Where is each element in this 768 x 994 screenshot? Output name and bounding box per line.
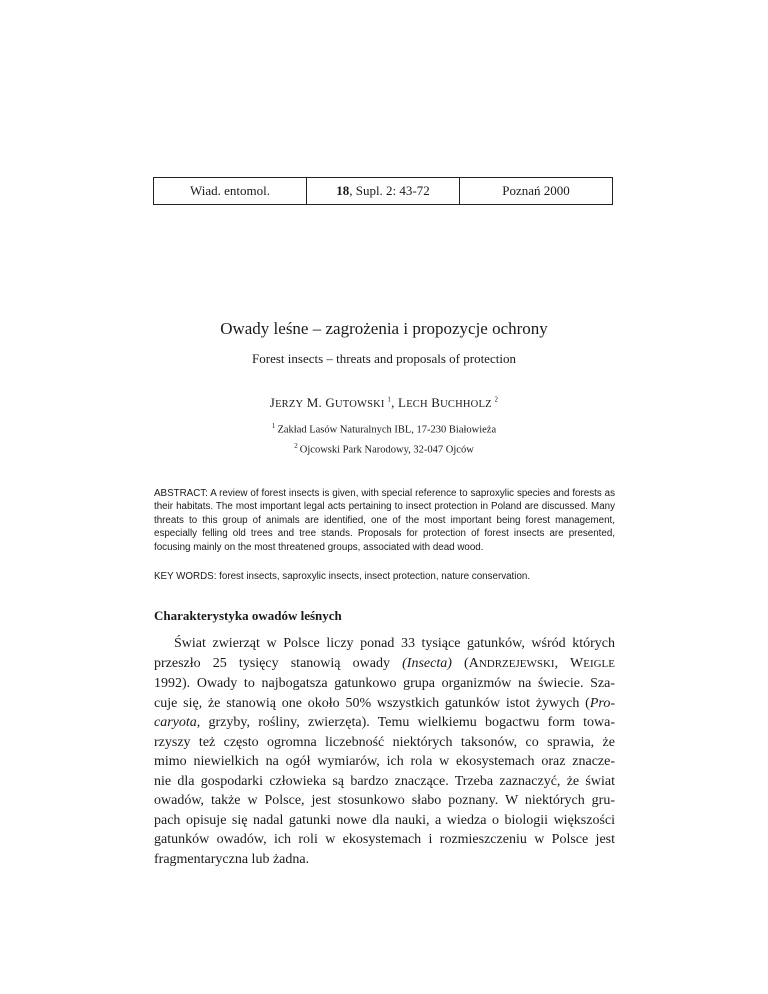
keywords: KEY WORDS: forest insects, saproxylic insects, insect protection, nature conservation. [154,571,531,582]
journal-name [154,178,306,204]
affiliation-1 [0,422,768,436]
body-line-text: gatunków owadów, ich roli w ekosystemach i rozmieszczeniu w Polsce jest [154,832,615,847]
citation-rest: EIGLE [583,657,615,670]
volume-number: 18 [336,183,350,198]
volume-pages: , Supl. 2: 43-72 [349,183,430,198]
journal-name-text: Wiad. entomol. [190,183,270,198]
body-line-text: Świat zwierząt w Polsce liczy ponad 33 tysiące gatunków, wśród których [174,636,615,651]
taxon-name: (Insecta) [402,655,452,671]
body-line-text: mimo niewielkich na ogół wymiarów, ich rola w ekosystemach oraz znacze- [154,754,615,769]
body-line [154,634,615,654]
body-line-text: rzyszy też często ogromna liczebność niektórych taksonów, co sprawia, że [154,734,615,750]
place-year-text: Poznań 2000 [502,183,570,198]
author-1-first-rest: ERZY [275,399,304,410]
citation-initial: W [570,655,584,671]
body-line-text: przeszło 25 tysięcy stanowią owady [154,655,403,671]
body-line-text: pach opisuje się nadal gatunki nowe dla nauki, a wiedza o biologii większości [154,812,615,828]
author-separator: , [391,395,399,410]
citation-rest: NDRZEJEWSKI [478,657,555,670]
body-line-text: 1992). Owady to najbogatsza gatunkowo grupa organizmów na świecie. Sza- [154,676,615,691]
author-2-first-rest: ECH [406,399,428,410]
body-line [154,772,615,792]
author-1-middle: M. [303,395,326,410]
section-body [154,634,615,869]
author-2-affiliation-mark: 2 [494,395,499,404]
body-line [154,850,615,870]
body-line [154,811,615,831]
body-line [154,654,615,675]
body-line-text: nie dla gospodarki człowieka są bardzo znaczące. Trzeba zaznaczyć, że świat [154,773,615,789]
affiliation-2-mark: 2 [294,442,298,450]
author-1-last-initial: G [325,395,335,410]
author-1-first-initial: J [269,395,276,410]
author-list [0,395,768,411]
citation-author-2 [570,656,615,671]
body-line [154,752,615,772]
taxon-name: Pro- [589,695,615,711]
article-subtitle: Forest insects – threats and proposals of protection [252,351,516,366]
article-title: Owady leśne – zagrożenia i propozycje ochrony [220,319,548,338]
journal-header-box [153,177,613,205]
body-line-text: cuje się, że stanowią one około 50% wszystkich gatunków istot żywych ( [154,695,590,711]
body-line-text: ( [451,655,469,671]
body-line [154,694,615,714]
body-line-text: fragmentaryczna lub żadna. [154,851,310,867]
citation-separator: , [554,655,571,671]
author-2-last-rest: UCHHOLZ [440,399,492,410]
body-line-text: , grzyby, rośliny, zwierzęta). Temu wielkiemu bogactwu form towa- [196,715,615,730]
taxon-name: caryota [154,715,197,730]
body-line [154,791,615,811]
author-2-last-initial: B [431,395,441,410]
body-line-text: owadów, także w Polsce, jest stosunkowo słabo poznany. W niektórych gru- [154,793,615,808]
citation-initial: A [468,655,479,671]
citation-author-1 [469,656,555,671]
affiliation-2-text: Ojcowski Park Narodowy, 32-047 Ojców [299,444,474,456]
journal-place-year [459,178,612,204]
affiliation-1-text: Zakład Lasów Naturalnych IBL, 17-230 Białowieża [277,424,497,436]
abstract: ABSTRACT: A review of forest insects is given, with special reference to saproxylic species and forests as their habitats. The most important legal acts pertaining to insect protection in Poland are discussed. Many threats to this group of animals are identified, one of the most important being forest management, especially felling old trees and tree stands. Proposals for protection of forest insects are presented, focusing mainly on the most threatened groups, associated with dead wood. [154,488,615,553]
section-heading: Charakterystyka owadów leśnych [154,608,342,623]
affiliation-2 [0,442,768,456]
body-line [154,713,615,733]
body-line [154,674,615,694]
body-line [154,733,615,753]
author-1-affiliation-mark: 1 [387,395,392,404]
body-line [154,830,615,850]
affiliation-1-mark: 1 [271,422,276,430]
author-2-first-initial: L [398,395,407,410]
journal-volume [306,178,459,204]
author-1-last-rest: UTOWSKI [334,399,385,410]
